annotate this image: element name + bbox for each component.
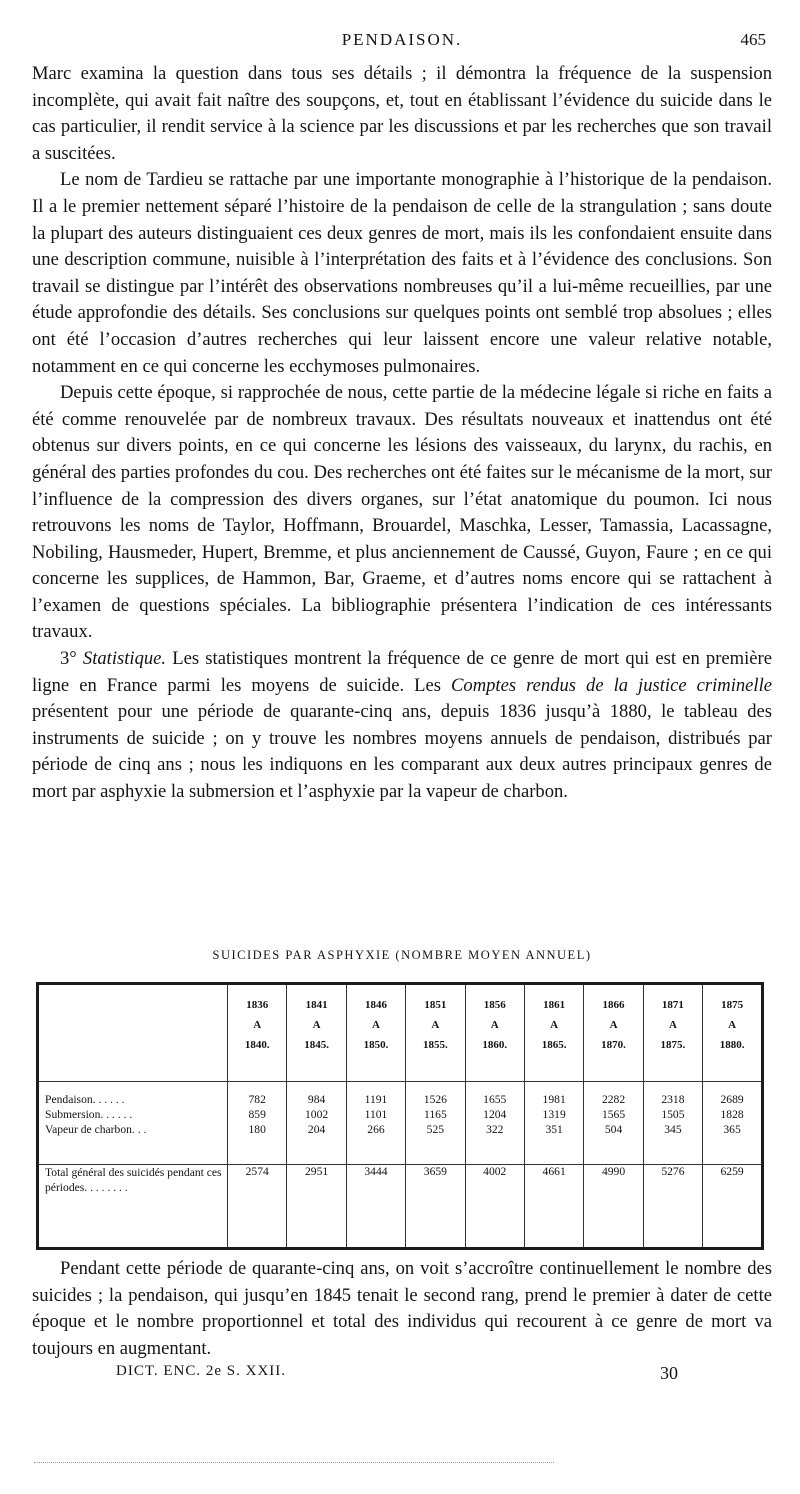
period-header: 1871 A 1875.: [643, 985, 702, 1082]
statistics-table-frame: [36, 982, 764, 1250]
total-cell: 3444: [346, 1165, 405, 1248]
running-title: PENDAISON.: [341, 30, 463, 49]
total-label: Total général des suicidés pendant ces périodes. . . . . . . .: [39, 1165, 228, 1248]
table-title: SUICIDES PAR ASPHYXIE (NOMBRE MOYEN ANNUEL): [212, 948, 592, 962]
section-number: 3°: [60, 648, 77, 670]
page: [32, 0, 772, 1494]
statistique-text-a: Les statistiques montrent la fréquence de ce genre de mort qui est en première ligne en France parmi les moyens de suicide. Les: [32, 648, 772, 696]
total-cell: 4990: [584, 1165, 643, 1248]
table-cell: 1526 1165 525: [406, 1082, 465, 1165]
table-cell: 1981 1319 351: [524, 1082, 583, 1165]
body-text: [32, 61, 772, 806]
table-cell: 984 1002 204: [287, 1082, 346, 1165]
total-cell: 2951: [287, 1165, 346, 1248]
paragraph-statistique: [32, 646, 772, 806]
section-heading: Statistique.: [82, 648, 167, 670]
table-cell: 2689 1828 365: [703, 1082, 761, 1165]
period-header: 1851 A 1855.: [406, 985, 465, 1082]
paragraph-marc: Marc examina la question dans tous ses détails ; il démontra la fréquence de la suspension incomplète, qui avait fait naître des soupçons, et, tout en établissant l’évidence du suicide dans le cas particulier, il rendit service à la science par les discussions et par les recherches que son travail a suscitées.: [32, 63, 772, 164]
scan-artifact-line: [34, 1462, 554, 1465]
total-cell: 5276: [643, 1165, 702, 1248]
paragraph-recent-work: Depuis cette époque, si rapprochée de nous, cette partie de la médecine légale si riche en faits a été comme renouvelée par de nombreux travaux. Des résultats nouveaux et inattendus ont été obtenus sur divers points, en ce qui concerne les lésions des vaisseaux, du larynx, du rachis, en général des parties profondes du cou. Des recherches ont été faites sur le mécanisme de la mort, sur l’influence de la compression des divers organes, sur l’état anatomique du poumon. Ici nous retrouvons les noms de Taylor, Hoffmann, Brouardel, Maschka, Lesser, Tamassia, Lacassagne, Nobiling, Hausmeder, Hupert, Bremme, et plus anciennement de Caussé, Guyon, Faure ; en ce qui concerne les supplices, de Hammon, Bar, Graeme, et d’autres noms encore qui se rattachent à l’examen de questions spéciales. La bibliographie présentera l’indication de ces intéressants travaux.: [32, 382, 772, 643]
table-cell: 782 859 180: [228, 1082, 287, 1165]
paragraph-closing: Pendant cette période de quarante-cinq ans, on voit s’accroître continuellement le nombre des suicides ; la pendaison, qui jusqu’en 1845 tenait le second rang, prend le premier à dater de cette époque et le nombre proportionnel et total des individus qui recourent à ce genre de mort va toujours en augmentant.: [32, 1258, 772, 1359]
page-number: 465: [740, 30, 766, 49]
table-data-block: [39, 1082, 761, 1165]
table-cell: 2282 1565 504: [584, 1082, 643, 1165]
row-label-pendaison: Pendaison. . . . . .: [45, 1093, 125, 1106]
footer-sheet-number: 30: [660, 1363, 678, 1383]
source-title: Comptes rendus de la justice criminelle: [451, 674, 772, 696]
row-label-vapeur: Vapeur de charbon. . .: [45, 1123, 147, 1136]
closing-text: [32, 1256, 772, 1362]
table-header-row: [39, 985, 761, 1082]
statistics-table: [39, 985, 761, 1247]
period-header: 1841 A 1845.: [287, 985, 346, 1082]
period-header: 1861 A 1865.: [524, 985, 583, 1082]
total-cell: 3659: [406, 1165, 465, 1248]
table-total-row: [39, 1165, 761, 1248]
table-cell: 1655 1204 322: [465, 1082, 524, 1165]
header-corner: [39, 985, 228, 1082]
total-cell: 2574: [228, 1165, 287, 1248]
footer-signature: DICT. ENC. 2e S. XXII.: [116, 1363, 287, 1379]
row-label-submersion: Submersion. . . . . .: [45, 1108, 133, 1121]
total-cell: 6259: [703, 1165, 761, 1248]
running-head: [32, 30, 772, 56]
period-header: 1875 A 1880.: [703, 985, 761, 1082]
period-header: 1856 A 1860.: [465, 985, 524, 1082]
paragraph-tardieu: Le nom de Tardieu se rattache par une importante monographie à l’historique de la pendaison. Il a le premier nettement séparé l’histoire de la pendaison de celle de la strangulation ; sans doute la plupart des auteurs distinguaient ces deux genres de mort, mais ils les confondaient ensuite dans une description commune, nuisible à l’interprétation des faits et à l’évidence des conclusions. Son travail se distingue par l’intérêt des observations nombreuses qu’il a lui-même recueillies, par une étude approfondie des détails. Ses conclusions sur quelques points ont semblé trop absolues ; elles ont été l’occasion d’autres recherches qui leur laissent encore une valeur relative notable, notamment en ce qui concerne les ecchymoses pulmonaires.: [32, 169, 772, 377]
total-cell: 4002: [465, 1165, 524, 1248]
period-header: 1846 A 1850.: [346, 985, 405, 1082]
row-labels: [39, 1082, 228, 1165]
period-header: 1866 A 1870.: [584, 985, 643, 1082]
table-cell: 2318 1505 345: [643, 1082, 702, 1165]
total-cell: 4661: [524, 1165, 583, 1248]
page-footer: [32, 1363, 772, 1387]
period-header: 1836 A 1840.: [228, 985, 287, 1082]
statistique-text-b: présentent pour une période de quarante-cinq ans, depuis 1836 jusqu’à 1880, le tableau des instruments de suicide ; on y trouve les nombres moyens annuels de pendaison, distribués par période de cinq ans ; nous les indiquons en les comparant aux deux autres principaux genres de mort par asphyxie la submersion et l’asphyxie par la vapeur de charbon.: [32, 701, 772, 803]
table-cell: 1191 1101 266: [346, 1082, 405, 1165]
